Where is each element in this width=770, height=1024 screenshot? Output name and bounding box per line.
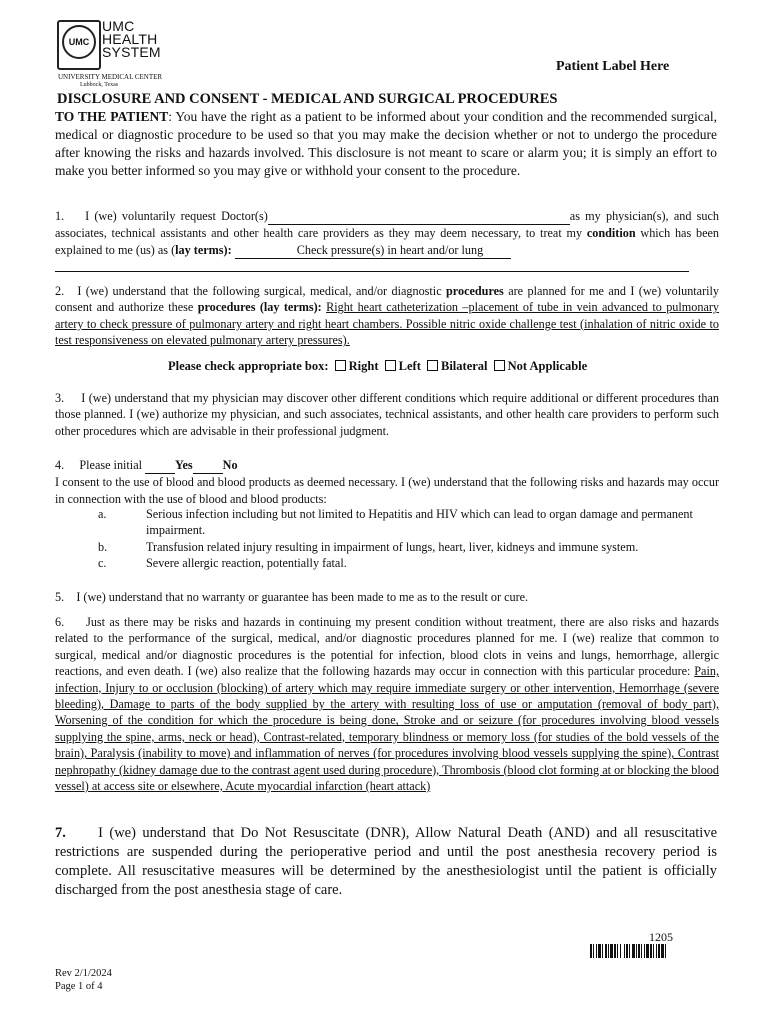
list-item [98, 555, 718, 571]
not-applicable-label: Not Applicable [507, 359, 588, 373]
logo-wordmark [102, 20, 161, 59]
item-5-text: I (we) understand that no warranty or guarantee has been made to me as to the result or cure. [76, 590, 529, 604]
risk-label: a. [98, 507, 107, 521]
item-2 [55, 283, 719, 349]
page-number: Page 1 of 4 [55, 981, 103, 992]
item-4-number: 4. [55, 458, 65, 472]
procedures-label: procedures [446, 284, 504, 298]
blood-consent-text: I consent to the use of blood and blood products as deemed necessary. I (we) understand that the following risks and hazards may occur in connection with the use of blood and blood products: [55, 475, 719, 506]
item-6-number: 6. [55, 615, 65, 629]
patient-label-placeholder: Patient Label Here [556, 59, 670, 74]
item-6 [55, 614, 719, 794]
item-1-text-b: as my physician(s), and such associates, technical assistants and other health care providers as they may deem necessary, to treat my [55, 209, 719, 241]
procedures-label-2: procedures [197, 300, 256, 315]
list-item [98, 539, 718, 555]
page-title: DISCLOSURE AND CONSENT - MEDICAL AND SURGICAL PROCEDURES [57, 91, 558, 107]
item-1-text-c: which has been explained to me (us) as ( [55, 226, 719, 257]
item-2-number: 2. [55, 284, 65, 298]
initial-yes-field[interactable] [145, 457, 175, 474]
right-checkbox[interactable] [335, 360, 346, 371]
item-1 [55, 208, 719, 259]
item-3-text: I (we) understand that my physician may discover other different conditions which require additional or different procedures than those planned. I (we) authorize my physician, and such associates, technical assistants, and other health care providers to perform such other procedures which are advisable in their professional judgment. [55, 391, 720, 438]
list-item [98, 506, 718, 539]
item-1-text-a: I (we) voluntarily request Doctor(s) [85, 209, 268, 223]
risk-text: Severe allergic reaction, potentially fatal. [146, 556, 347, 571]
item-3 [55, 390, 719, 439]
no-label: No [222, 458, 238, 472]
not-applicable-checkbox[interactable] [494, 360, 505, 371]
logo-line-2: HEALTH [102, 31, 158, 47]
initial-no-field[interactable] [193, 457, 223, 474]
logo-subtitle: UNIVERSITY MEDICAL CENTER [58, 73, 163, 81]
condition-label: condition [586, 226, 636, 241]
item-7-number: 7. [55, 825, 66, 841]
hazards-value[interactable]: Pain, infection, Injury to or occlusion (blocking) of artery which may require immediate surgery or other intervention, Hemorrhage (severe bleeding), Damage to parts of the body supplied by the artery with resulting loss of use or amputation (removal of body part), Worsening of the condition for which the procedure is being done, Stroke and or seizure (for procedures involving blood vessels supplying the spine, arms, neck or head), Contrast-related, temporary blindness or memory loss (for studies of the bold vessels of the brain), Paralysis (inability to move) and inflammation of nerves (for procedures involving blood vessels supplying the spine), Contrast nephropathy (kidney damage due to the contrast agent used during procedure), Thrombosis (blood clot forming at or blocking the blood vessel) at access site or elsewhere, Acute myocardial infarction (heart attack) [55, 664, 719, 794]
condition-lay-terms-field[interactable] [235, 242, 511, 259]
condition-extra-line[interactable] [55, 271, 689, 272]
item-3-number: 3. [55, 391, 65, 405]
laterality-checkboxes [168, 359, 587, 374]
item-6-text: Just as there may be risks and hazards in continuing my present condition without treatment, there are also risks and hazards related to the performance of the surgical, medical, and/or diagnostic procedures planned for me. I (we) realize that common to surgical, medical and/or diagnostic procedures is the potential for infection, blood clots in veins and lungs, hemorrhage, allergic reactions, and even death. I (we) also realize that the following hazards may occur in connection with this particular procedure: [55, 615, 720, 679]
right-label: Right [348, 359, 379, 373]
form-code: 1205 [649, 930, 673, 944]
item-2-text-a: I (we) understand that the following surgical, medical, and/or diagnostic [77, 284, 442, 298]
doctor-name-field[interactable] [268, 208, 570, 225]
yes-label: Yes [175, 458, 193, 472]
item-7 [55, 824, 717, 900]
procedures-value[interactable]: Right heart catheterization –placement of tube in vein advanced to pulmonary artery to check pressure of pulmonary artery and right heart chambers. Possible nitric oxide challenge test (inhalation of nitric oxide to test responsiveness on elevated pulmonary artery pressures). [55, 300, 720, 348]
logo-line-3: SYSTEM [102, 44, 161, 60]
risk-text: Transfusion related injury resulting in impairment of lungs, heart, liver, kidneys and immune system. [146, 539, 639, 554]
item-2-text-b: are planned for me and I (we) voluntarily consent and authorize these [55, 284, 720, 315]
revision-date: Rev 2/1/2024 [55, 968, 112, 979]
bilateral-checkbox[interactable] [427, 360, 438, 371]
condition-value: Check pressure(s) in heart and/or lung [296, 242, 484, 257]
barcode-icon [590, 944, 738, 958]
blood-risks-list [98, 506, 718, 572]
intro-lead: TO THE PATIENT [55, 109, 169, 124]
logo-line-1: UMC [102, 18, 135, 34]
risk-label: b. [98, 539, 108, 554]
item-7-text: I (we) understand that Do Not Resuscitate (DNR), Allow Natural Death (AND) and all resuscitative restrictions are suspended during the perioperative period and until the post anesthesia recovery period is complete. All resuscitative measures will be determined by the anesthesiologist until the patient is officially discharged from the post anesthesia stage of care. [55, 825, 718, 898]
risk-label: c. [98, 556, 107, 571]
left-label: Left [398, 359, 421, 373]
please-initial-label: Please initial [79, 458, 142, 472]
umc-logo-icon: UMC [62, 25, 96, 59]
item-5-number: 5. [55, 590, 65, 604]
lay-terms-label: lay terms): [175, 242, 232, 257]
intro-paragraph [55, 108, 717, 180]
intro-text: : You have the right as a patient to be informed about your condition and the recommended surgical, medical or diagnostic procedure to be used so that you may make the decision whether or not to undergo the procedure after knowing the risks and hazards involved. This disclosure is not meant to scare or alarm you; it is simply an effort to make you better informed so you may give or withhold your consent to the procedure. [55, 109, 717, 178]
item-4 [55, 457, 719, 507]
checkbox-prompt: Please check appropriate box: [168, 359, 329, 373]
item-1-number: 1. [55, 209, 65, 223]
item-5 [55, 589, 719, 605]
logo-location: Lubbock, Texas [80, 82, 119, 88]
bilateral-label: Bilateral [441, 359, 488, 373]
procedures-lay-terms-label: (lay terms): [259, 300, 322, 315]
risk-text: Serious infection including but not limited to Hepatitis and HIV which can lead to organ damage and permanent impairment. [146, 507, 693, 538]
left-checkbox[interactable] [385, 360, 396, 371]
